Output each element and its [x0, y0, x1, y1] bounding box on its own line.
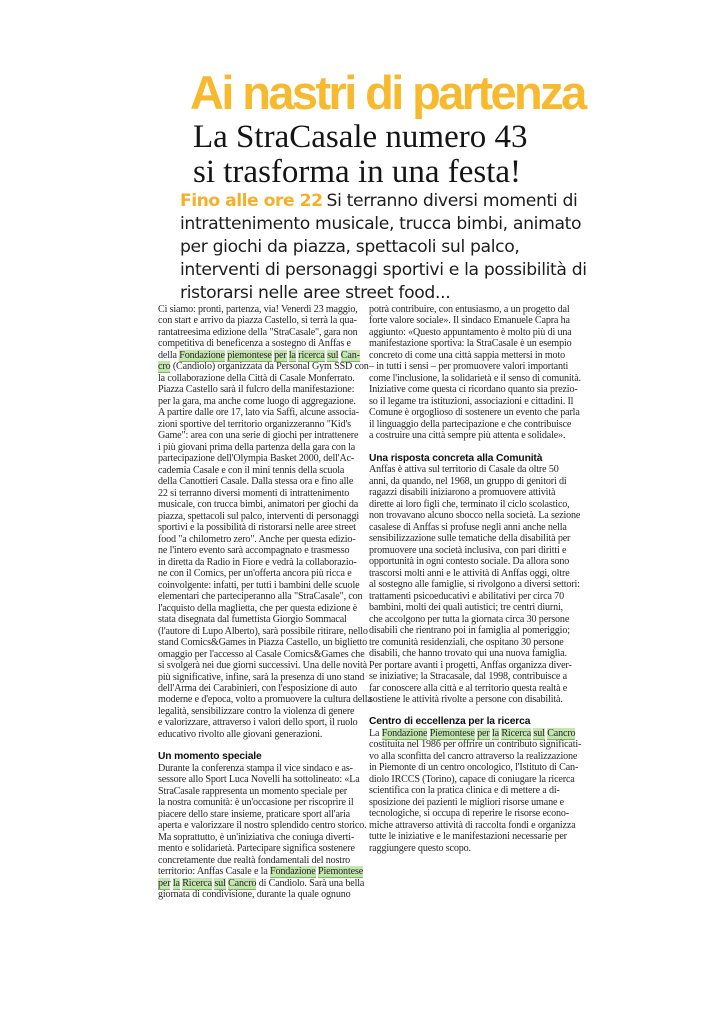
summary-line: intrattenimento musicale, trucca bimbi, animato — [180, 214, 582, 234]
body-line: A partire dalle ore 17, lato via Saffi, alcune associa- — [158, 407, 359, 419]
body-line: educativo rivolto alle giovani generazioni. — [158, 728, 323, 740]
article-column-right — [369, 304, 582, 854]
body-paragraph — [369, 304, 581, 442]
body-line: omaggio per l'accesso al Casale Comics&Games che — [158, 648, 365, 660]
highlighted-term: sul — [533, 727, 545, 739]
body-line: zioni sportive del territorio organizzeranno "Kid's — [158, 418, 351, 430]
body-line: aperta e valorizzare il nostro splendido centro storico. — [158, 820, 367, 832]
body-line: in Piemonte di un centro oncologico, l'Istituto di Can- — [369, 762, 579, 774]
body-line: Game": area con una serie di giochi per intrattenere — [158, 430, 359, 442]
body-line: trattamenti psicoeducativi e abilitativi per circa 70 — [369, 590, 564, 602]
highlighted-term: la — [172, 877, 180, 889]
highlighted-term: Ricerca — [501, 727, 532, 739]
body-line: diolo IRCCS (Torino), capace di coniugare la ricerca — [369, 773, 575, 785]
highlighted-term: ricerca — [298, 349, 325, 361]
highlighted-term: Piemontese — [429, 727, 475, 739]
body-line: il linguaggio della partecipazione e che contribuisce — [369, 418, 572, 430]
body-line: – in tutti i sensi – per promuovere valori importanti — [369, 361, 569, 373]
body-line: musicale, con trucca bimbi, animatori per giochi da — [158, 499, 359, 511]
body-paragraph — [369, 727, 582, 854]
highlighted-term: Piemontese — [318, 866, 364, 878]
body-line: disabili che rientrano poi in famiglia al pomeriggio; — [369, 625, 570, 637]
body-line: tre comunità residenziali, che ospitano 30 persone — [369, 636, 564, 648]
headline-line: La StraCasale numero 43 — [193, 119, 528, 155]
highlighted-term: Fondazione — [270, 866, 316, 878]
body-line: casalese di Anffas si profuse negli anni anche nella — [369, 521, 567, 533]
highlighted-term: piemontese — [227, 349, 272, 361]
body-line: mento e solidarietà. Partecipare significa sostenere — [158, 843, 355, 855]
article-column-left — [158, 304, 372, 901]
body-line: elementari che parteciperanno alla "StraCasale", con — [158, 591, 363, 603]
body-line: StraCasale rappresenta un momento speciale per — [158, 785, 348, 797]
body-line: e valorizzare, attraverso i valori dello sport, il ruolo — [158, 717, 358, 729]
body-line: l'acquisto della maglietta, che per questa edizione è — [158, 602, 358, 614]
body-line: sostiene le attività rivolte a persone con disabilità. — [369, 693, 563, 705]
body-line: se iniziative; la Stracasale, dal 1998, contribuisce a — [369, 671, 567, 683]
body-line: concreto di come una città sappia mettersi in moto — [369, 349, 565, 361]
highlighted-term: Cancro — [228, 877, 257, 889]
body-line: forte valore sociale». Il sindaco Emanuele Capra ha — [369, 315, 570, 327]
body-line: tecnologiche, si occupa di reperire le risorse econo- — [369, 808, 570, 820]
summary-line: ristorarsi nelle aree street food... — [180, 283, 451, 303]
body-line: food "a chilometro zero". Anche per questa edizio- — [158, 533, 356, 545]
highlighted-term: la — [288, 349, 296, 361]
highlighted-term: sul — [214, 877, 226, 889]
body-line: La Fondazione Piemontese per la Ricerca sul Cancro — [369, 727, 576, 739]
body-line: raggiungere questo scopo. — [369, 842, 471, 854]
summary-lead: Fino alle ore 22 — [180, 191, 323, 211]
body-line: 22 si terranno diversi momenti di intrattenimento — [158, 487, 350, 499]
body-line: Comune è orgoglioso di sostenere un evento che parla — [369, 407, 580, 419]
section-subhead: Un momento speciale — [158, 751, 262, 763]
highlighted-term: la — [491, 727, 499, 739]
article-kicker: Ai nastri di partenza — [190, 66, 585, 119]
article-summary — [180, 190, 587, 305]
body-line: piacere dello stare insieme, praticare sport all'aria — [158, 808, 350, 820]
body-line: Durante la conferenza stampa il vice sindaco e as- — [158, 762, 353, 774]
body-line: moderne e d'epoca, volto a promuovere la cultura della — [158, 694, 372, 706]
body-line: al sostegno alle famiglie, si rivolgono a diversi settori: — [369, 579, 580, 591]
body-line: cro (Candiolo) organizzata da Personal Gym SSD con — [158, 361, 369, 373]
body-line: territorio: Anffas Casale e la Fondazione Piemontese — [158, 866, 364, 878]
highlighted-term: per — [477, 727, 490, 739]
body-paragraph — [158, 304, 372, 740]
summary-line: per giochi da piazza, spettacoli sul palco, — [180, 237, 520, 257]
body-line: costituita nel 1986 per offrire un contributo significati- — [369, 739, 582, 751]
article-headline — [193, 120, 613, 190]
body-line: aggiunto: «Questo appuntamento è molto più di una — [369, 326, 572, 338]
body-line: si svolgerà nei due giorni successivi. Una delle novità — [158, 660, 367, 672]
body-line: a costruire una città sempre più attenta e solidale». — [369, 430, 566, 442]
highlighted-term: Fondazione — [179, 349, 225, 361]
body-line: i più giovani prima della partenza della gara con la — [158, 441, 356, 453]
body-line: so il legame tra istituzioni, associazioni e cittadini. Il — [369, 395, 574, 407]
body-line: dirette ai loro figli che, terminato il ciclo scolastico, — [369, 498, 570, 510]
highlighted-term: Cancro — [547, 727, 576, 739]
body-line: manifestazione sportiva: la StraCasale è un esempio — [369, 338, 572, 350]
body-line: sensibilizzazione sulle tematiche della disabilità per — [369, 533, 571, 545]
body-line: vo alla sconfitta del cancro attraverso la realizzazione — [369, 750, 578, 762]
body-line: potrà contribuire, con entusiasmo, a un progetto dal — [369, 304, 570, 315]
body-line: legalità, sensibilizzare contro la violenza di genere — [158, 705, 355, 717]
body-line: stata disegnata dal fumettista Giorgio Sommacal — [158, 614, 347, 626]
highlighted-term: sul — [327, 349, 339, 361]
body-line: bambini, molti dei quali autistici; tre centri diurni, — [369, 602, 564, 614]
body-line: trascorsi molti anni e le attività di Anffas oggi, oltre — [369, 567, 570, 579]
body-line: ragazzi disabili iniziarono a promuovere attività — [369, 487, 556, 499]
body-line: cademia Casale e con il mini tennis della scuola — [158, 464, 345, 476]
body-line: sposizione dei pazienti le migliori risorse umane e — [369, 796, 565, 808]
body-line: la collaborazione della Città di Casale Monferrato. — [158, 372, 355, 384]
body-line: sportivi e la possibilità di ristorarsi nelle aree street — [158, 522, 356, 534]
body-line: disabili, che hanno trovato qui una nuova famiglia. — [369, 648, 567, 660]
body-line: ne l'intero evento sarà accompagnato e trasmesso — [158, 545, 350, 557]
body-line: per la gara, ma anche come luogo di aggregazione. — [158, 395, 356, 407]
body-line: giornata di condivisione, durante la quale ognuno — [158, 889, 351, 901]
body-line: ne con il Comics, per un'offerta ancora più ricca e — [158, 568, 352, 580]
highlighted-term: Ricerca — [182, 877, 212, 889]
body-line: della Fondazione piemontese per la ricerca sul Can- — [158, 349, 360, 361]
body-line: Iniziative come questa ci ricordano quanto sia prezio- — [369, 384, 578, 396]
body-line: Per portare avanti i progetti, Anffas organizza diver- — [369, 659, 572, 671]
body-line: Ma soprattutto, è un'iniziativa che coniuga diverti- — [158, 831, 355, 843]
summary-line: interventi di personaggi sportivi e la possibilità di — [180, 260, 587, 280]
body-line: promuovere una società inclusiva, con pari diritti e — [369, 544, 567, 556]
body-line: anni, da quando, nel 1968, un gruppo di genitori di — [369, 475, 567, 487]
body-line: miche attraverso attività di raccolta fondi e organizza — [369, 819, 576, 831]
highlighted-term: Fondazione — [381, 727, 428, 739]
body-line: piazza, spettacoli sul palco, interventi di personaggi — [158, 510, 359, 522]
highlighted-term: Can- — [340, 349, 360, 361]
body-line: (l'autore di Lupo Alberto), sarà possibile ritirare, nello — [158, 625, 368, 637]
body-line: per la Ricerca sul Cancro di Candiolo. Sarà una bella — [158, 877, 365, 889]
body-line: in diretta da Radio in Fiore e vedrà la collaborazio- — [158, 556, 357, 568]
headline-line: si trasforma in una festa! — [193, 154, 522, 190]
summary-line: Si terranno diversi momenti di — [326, 191, 578, 211]
body-line: opportunità in ogni contesto sociale. Da allora sono — [369, 556, 570, 568]
body-line: come l'inclusione, la solidarietà e il senso di comunità. — [369, 372, 581, 384]
body-line: rantatreesima edizione della "StraCasale", gara non — [158, 326, 358, 338]
section-subhead: Centro di eccellenza per la ricerca — [369, 716, 531, 728]
body-line: stand Comics&Games in Piazza Castello, un biglietto — [158, 637, 368, 649]
highlighted-term: cro — [158, 361, 171, 373]
body-line: dell'Arma dei Carabinieri, con l'esposizione di auto — [158, 682, 358, 694]
body-line: Ci siamo: pronti, partenza, via! Venerdì 23 maggio, — [158, 304, 358, 315]
highlighted-term: per — [158, 877, 171, 889]
body-line: tutte le iniziative e le manifestazioni necessarie per — [369, 831, 567, 843]
body-line: che accolgono per tutta la giornata circa 30 persone — [369, 613, 570, 625]
body-line: Piazza Castello sarà il fulcro della manifestazione: — [158, 384, 355, 396]
body-line: Anffas è attiva sul territorio di Casale da oltre 50 — [369, 464, 559, 476]
body-paragraph — [369, 464, 581, 705]
body-line: più significative, infine, sarà la presenza di uno stand — [158, 671, 365, 683]
body-line: sessore allo Sport Luca Novelli ha sottolineato: «La — [158, 774, 360, 786]
highlighted-term: per — [274, 349, 287, 361]
body-line: partecipazione dell'Olympia Basket 2000, dell'Ac- — [158, 453, 355, 465]
body-line: far conoscere alla città e al territorio questa realtà e — [369, 682, 568, 694]
body-line: coinvolgente: infatti, per tutti i bambini delle scuole — [158, 579, 360, 591]
body-line: concretamente due realtà fondamentali del nostro — [158, 854, 351, 866]
section-subhead: Una risposta concreta alla Comunità — [369, 452, 543, 464]
body-line: competitiva di beneficenza a sostegno di Anffas e — [158, 338, 351, 350]
body-paragraph — [158, 762, 367, 901]
body-line: non trovavano alcuno sbocco nella società. La sezione — [369, 510, 581, 522]
body-line: della Canottieri Casale. Dalla stessa ora e fino alle — [158, 476, 354, 488]
body-line: scientifica con la pratica clinica e di mettere a di- — [369, 785, 560, 797]
body-line: con start e arrivo da piazza Castello, si terrà la qua- — [158, 315, 357, 327]
body-line: la nostra comunità: è un'occasione per riscoprire il — [158, 797, 354, 809]
